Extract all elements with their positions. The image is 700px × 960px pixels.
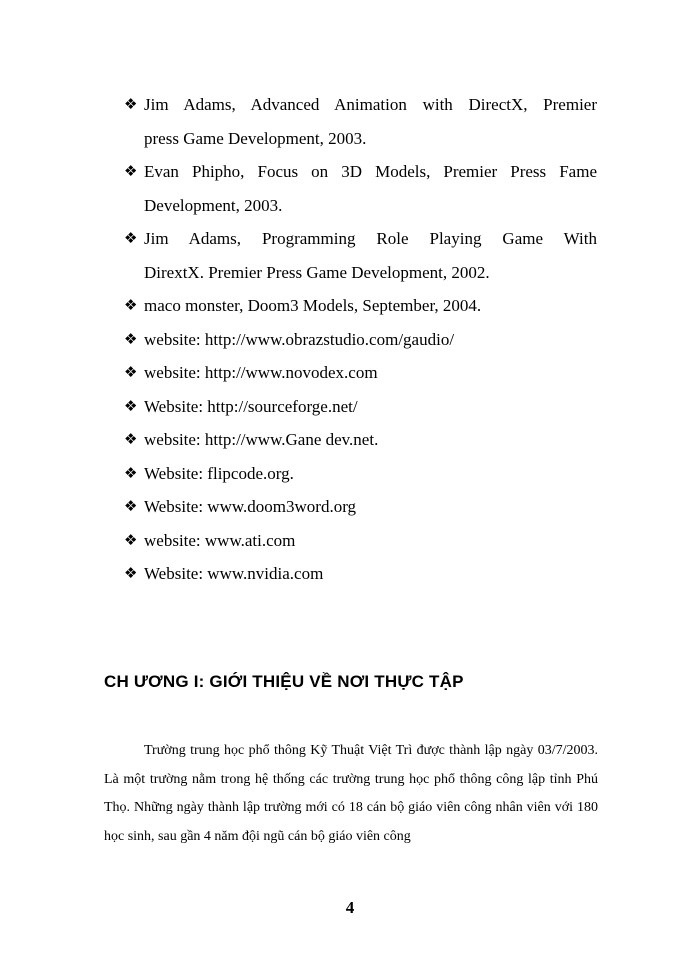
reference-text: website: www.ati.com	[144, 530, 296, 550]
diamond-bullet-icon: ❖	[124, 530, 138, 549]
reference-text: Website: flipcode.org.	[144, 463, 294, 483]
reference-text: website: http://www.Gane dev.net.	[144, 430, 379, 449]
diamond-bullet-icon: ❖	[124, 363, 138, 381]
reference-item	[124, 557, 597, 591]
body-paragraph: Trường trung học phổ thông Kỹ Thuật Việt Trì được thành lập ngày 03/7/2003. Là một trường nằm trong hệ thống các trường trung học phổ thông công lập tỉnh Phú Thọ. Những ngày thành lập trường mới có 18 cán bộ giáo viên công nhân viên với 180 học sinh, sau gần 4 năm đội ngũ cán bộ giáo viên công	[104, 743, 598, 845]
reference-item	[124, 289, 597, 323]
diamond-bullet-icon: ❖	[124, 296, 138, 314]
reference-line-2: DirextX. Premier Press Game Development, 2002.	[144, 262, 490, 282]
reference-item	[124, 490, 597, 524]
reference-line-2: press Game Development, 2003.	[144, 128, 367, 148]
reference-item	[124, 356, 597, 390]
diamond-bullet-icon: ❖	[124, 564, 138, 582]
reference-item	[124, 155, 597, 222]
reference-item	[124, 323, 597, 357]
reference-text: website: http://www.novodex.com	[144, 363, 378, 382]
reference-text: Website: www.nvidia.com	[144, 564, 324, 583]
reference-item	[124, 524, 597, 558]
reference-line-1: Evan Phipho, Focus on 3D Models, Premier Press Fame	[144, 162, 597, 181]
reference-item	[124, 423, 597, 457]
page-number: 4	[345, 898, 355, 917]
diamond-bullet-icon: ❖	[124, 396, 138, 415]
reference-item	[124, 390, 597, 424]
reference-item	[124, 222, 597, 289]
chapter-heading: CH ƯƠNG I: GIỚI THIỆU VỀ NƠI THỰC TẬP	[104, 672, 464, 691]
reference-text: maco monster, Doom3 Models, September, 2004.	[144, 296, 482, 315]
diamond-bullet-icon: ❖	[124, 430, 138, 448]
reference-text: website: http://www.obrazstudio.com/gaudio/	[144, 329, 455, 349]
references-list	[124, 88, 597, 591]
reference-item	[124, 457, 597, 491]
reference-line-1: Jim Adams, Advanced Animation with DirectX, Premier	[144, 95, 597, 114]
reference-item	[124, 88, 597, 155]
diamond-bullet-icon: ❖	[124, 229, 138, 247]
reference-text: Website: www.doom3word.org	[144, 497, 357, 516]
reference-line-1: Jim Adams, Programming Role Playing Game With	[144, 229, 597, 248]
diamond-bullet-icon: ❖	[124, 329, 138, 348]
diamond-bullet-icon: ❖	[124, 463, 138, 482]
reference-line-2: Development, 2003.	[144, 195, 283, 215]
diamond-bullet-icon: ❖	[124, 162, 138, 180]
reference-text: Website: http://sourceforge.net/	[144, 396, 358, 416]
diamond-bullet-icon: ❖	[124, 497, 138, 515]
diamond-bullet-icon: ❖	[124, 95, 138, 113]
